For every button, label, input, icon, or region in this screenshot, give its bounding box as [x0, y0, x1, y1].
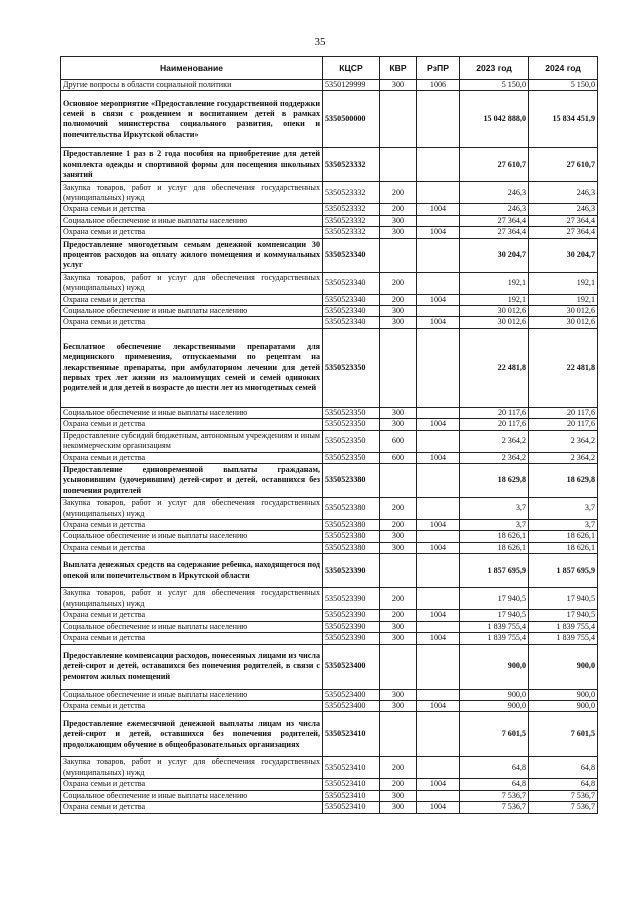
table-row: [61, 306, 598, 317]
table-header: [61, 57, 598, 80]
row-rzpr-cell: [417, 588, 460, 610]
row-2023-cell: 30 012,6: [460, 317, 529, 328]
row-kvr-cell: 200: [380, 204, 417, 215]
row-rzpr-cell: 1006: [417, 80, 460, 91]
row-name-cell: Охрана семьи и детства: [61, 520, 323, 531]
header-2024: 2024 год: [529, 57, 598, 80]
table-row: [61, 80, 598, 91]
row-kcsr-cell: 5350523340: [323, 294, 380, 305]
table-row: [61, 272, 598, 294]
row-rzpr-cell: [417, 689, 460, 700]
row-name-cell: Охрана семьи и детства: [61, 542, 323, 553]
row-kcsr-cell: 5350523332: [323, 215, 380, 226]
row-2023-cell: 2 364,2: [460, 452, 529, 463]
row-2023-cell: 192,1: [460, 272, 529, 294]
row-name-cell: Бесплатное обеспечение лекарственными препаратами для медицинского применения, отпускаемыми по рецептам на лекарственные препараты, при амбулаторном лечении для детей первых трех лет жизни из малоимущих семей и семей одиноких родителей и для детей в возрасте до шести лет из многодетных семей: [61, 328, 323, 407]
row-2023-cell: 246,3: [460, 182, 529, 204]
row-name-cell: Охрана семьи и детства: [61, 779, 323, 790]
row-rzpr-cell: [417, 91, 460, 148]
row-2024-cell: 2 364,2: [529, 452, 598, 463]
row-2024-cell: 2 364,2: [529, 430, 598, 452]
row-2024-cell: 18 626,1: [529, 531, 598, 542]
row-kcsr-cell: 5350523410: [323, 790, 380, 801]
row-kvr-cell: 300: [380, 802, 417, 813]
table-row: [61, 802, 598, 813]
row-rzpr-cell: 1004: [417, 633, 460, 644]
row-2024-cell: 246,3: [529, 204, 598, 215]
table-row: [61, 498, 598, 520]
table-row: [61, 294, 598, 305]
row-2023-cell: 27 610,7: [460, 148, 529, 182]
row-kvr-cell: 600: [380, 452, 417, 463]
table-row: [61, 148, 598, 182]
row-kvr-cell: [380, 712, 417, 757]
row-2023-cell: 18 626,1: [460, 531, 529, 542]
row-kvr-cell: [380, 554, 417, 588]
row-2024-cell: 5 150,0: [529, 80, 598, 91]
table-row: [61, 712, 598, 757]
row-2024-cell: 7 601,5: [529, 712, 598, 757]
table-row: [61, 588, 598, 610]
row-kcsr-cell: 5350523380: [323, 520, 380, 531]
row-kvr-cell: 300: [380, 700, 417, 711]
row-kcsr-cell: 5350523340: [323, 306, 380, 317]
budget-table: [60, 56, 598, 814]
row-2024-cell: 900,0: [529, 644, 598, 689]
table-row: [61, 419, 598, 430]
table-body: [61, 80, 598, 814]
row-kvr-cell: [380, 328, 417, 407]
row-name-cell: Предоставление компенсации расходов, понесенных лицами из числа детей-сирот и детей, оставшихся без попечения родителей, в связи с ремонтом жилых помещений: [61, 644, 323, 689]
row-kvr-cell: 200: [380, 757, 417, 779]
row-rzpr-cell: 1004: [417, 204, 460, 215]
table-row: [61, 182, 598, 204]
row-name-cell: Охрана семьи и детства: [61, 294, 323, 305]
row-name-cell: Социальное обеспечение и иные выплаты населению: [61, 621, 323, 632]
row-kvr-cell: 200: [380, 779, 417, 790]
row-name-cell: Охрана семьи и детства: [61, 419, 323, 430]
row-2024-cell: 30 204,7: [529, 238, 598, 272]
row-kcsr-cell: 5350523332: [323, 182, 380, 204]
row-name-cell: Выплата денежных средств на содержание ребенка, находящегося под опекой или попечительством в Иркутской области: [61, 554, 323, 588]
row-kcsr-cell: 5350523350: [323, 407, 380, 418]
table-row: [61, 700, 598, 711]
row-2023-cell: 5 150,0: [460, 80, 529, 91]
row-rzpr-cell: [417, 215, 460, 226]
row-2023-cell: 20 117,6: [460, 407, 529, 418]
row-rzpr-cell: 1004: [417, 700, 460, 711]
row-rzpr-cell: [417, 498, 460, 520]
row-kcsr-cell: 5350523380: [323, 498, 380, 520]
row-rzpr-cell: [417, 182, 460, 204]
row-rzpr-cell: 1004: [417, 294, 460, 305]
row-kcsr-cell: 5350523332: [323, 227, 380, 238]
row-2024-cell: 7 536,7: [529, 802, 598, 813]
row-name-cell: Охрана семьи и детства: [61, 227, 323, 238]
row-name-cell: Социальное обеспечение и иные выплаты населению: [61, 306, 323, 317]
row-2024-cell: 900,0: [529, 700, 598, 711]
row-2023-cell: 192,1: [460, 294, 529, 305]
row-kcsr-cell: 5350523380: [323, 542, 380, 553]
row-name-cell: Охрана семьи и детства: [61, 610, 323, 621]
row-2023-cell: 30 012,6: [460, 306, 529, 317]
row-kcsr-cell: 5350523410: [323, 757, 380, 779]
row-rzpr-cell: 1004: [417, 317, 460, 328]
row-kcsr-cell: 5350523400: [323, 689, 380, 700]
row-2024-cell: 7 536,7: [529, 790, 598, 801]
row-kcsr-cell: 5350523340: [323, 317, 380, 328]
table-row: [61, 779, 598, 790]
table-row: [61, 689, 598, 700]
header-2023: 2023 год: [460, 57, 529, 80]
row-kcsr-cell: 5350523350: [323, 419, 380, 430]
row-name-cell: Социальное обеспечение и иные выплаты населению: [61, 689, 323, 700]
row-2024-cell: 1 857 695,9: [529, 554, 598, 588]
row-2023-cell: 20 117,6: [460, 419, 529, 430]
row-kcsr-cell: 5350523390: [323, 554, 380, 588]
page-number: 35: [314, 36, 326, 48]
row-kvr-cell: [380, 238, 417, 272]
row-kcsr-cell: 5350523340: [323, 238, 380, 272]
row-2023-cell: 3,7: [460, 520, 529, 531]
row-2023-cell: 27 364,4: [460, 227, 529, 238]
row-2024-cell: 1 839 755,4: [529, 621, 598, 632]
row-2024-cell: 22 481,8: [529, 328, 598, 407]
row-name-cell: Охрана семьи и детства: [61, 700, 323, 711]
row-rzpr-cell: 1004: [417, 227, 460, 238]
row-kcsr-cell: 5350129999: [323, 80, 380, 91]
row-2024-cell: 900,0: [529, 689, 598, 700]
row-name-cell: Предоставление единовременной выплаты гражданам, усыновившим (удочерившим) детей-сирот и детей, оставшихся без попечения родителей: [61, 464, 323, 498]
row-kcsr-cell: 5350523350: [323, 452, 380, 463]
row-kcsr-cell: 5350523332: [323, 204, 380, 215]
table-row: [61, 520, 598, 531]
row-kvr-cell: 200: [380, 610, 417, 621]
row-2024-cell: 20 117,6: [529, 407, 598, 418]
row-rzpr-cell: [417, 644, 460, 689]
table-row: [61, 621, 598, 632]
row-kcsr-cell: 5350523410: [323, 712, 380, 757]
row-2023-cell: 7 601,5: [460, 712, 529, 757]
row-2024-cell: 20 117,6: [529, 419, 598, 430]
row-kvr-cell: 300: [380, 689, 417, 700]
header-rzpr: РзПР: [417, 57, 460, 80]
row-kvr-cell: 300: [380, 542, 417, 553]
row-rzpr-cell: [417, 430, 460, 452]
row-2023-cell: 64,8: [460, 779, 529, 790]
row-rzpr-cell: [417, 407, 460, 418]
row-kvr-cell: 200: [380, 272, 417, 294]
row-2023-cell: 18 629,8: [460, 464, 529, 498]
table-row: [61, 757, 598, 779]
row-name-cell: Закупка товаров, работ и услуг для обеспечения государственных (муниципальных) нужд: [61, 757, 323, 779]
row-kcsr-cell: 5350523400: [323, 700, 380, 711]
row-name-cell: Социальное обеспечение и иные выплаты населению: [61, 531, 323, 542]
row-2024-cell: 30 012,6: [529, 317, 598, 328]
row-2023-cell: 18 626,1: [460, 542, 529, 553]
table-row: [61, 215, 598, 226]
row-name-cell: Предоставление многодетным семьям денежной компенсации 30 процентов расходов на оплату жилого помещения и коммунальных услуг: [61, 238, 323, 272]
row-rzpr-cell: [417, 621, 460, 632]
table-row: [61, 542, 598, 553]
row-name-cell: Закупка товаров, работ и услуг для обеспечения государственных (муниципальных) нужд: [61, 272, 323, 294]
table-row: [61, 633, 598, 644]
row-2024-cell: 15 834 451,9: [529, 91, 598, 148]
header-name: Наименование: [61, 57, 323, 80]
row-2024-cell: 27 364,4: [529, 215, 598, 226]
row-kvr-cell: 200: [380, 588, 417, 610]
row-kcsr-cell: 5350523390: [323, 621, 380, 632]
header-kcsr: КЦСР: [323, 57, 380, 80]
row-name-cell: Предоставление субсидий бюджетным, автономным учреждениям и иным некоммерческим организациям: [61, 430, 323, 452]
row-kcsr-cell: 5350523390: [323, 633, 380, 644]
row-kcsr-cell: 5350523350: [323, 328, 380, 407]
table-row: [61, 91, 598, 148]
row-2023-cell: 22 481,8: [460, 328, 529, 407]
row-2023-cell: 900,0: [460, 644, 529, 689]
row-name-cell: Предоставление 1 раз в 2 года пособия на приобретение для детей комплекта одежды и спортивной формы для посещения школьных занятий: [61, 148, 323, 182]
row-rzpr-cell: 1004: [417, 520, 460, 531]
row-2023-cell: 30 204,7: [460, 238, 529, 272]
row-kvr-cell: [380, 644, 417, 689]
row-rzpr-cell: [417, 531, 460, 542]
row-name-cell: Закупка товаров, работ и услуг для обеспечения государственных (муниципальных) нужд: [61, 498, 323, 520]
row-2024-cell: 17 940,5: [529, 610, 598, 621]
row-2024-cell: 192,1: [529, 294, 598, 305]
header-row: [61, 57, 598, 80]
row-rzpr-cell: 1004: [417, 542, 460, 553]
row-2023-cell: 7 536,7: [460, 802, 529, 813]
row-kvr-cell: 600: [380, 430, 417, 452]
row-rzpr-cell: [417, 238, 460, 272]
row-rzpr-cell: 1004: [417, 779, 460, 790]
row-kvr-cell: [380, 464, 417, 498]
row-2024-cell: 3,7: [529, 498, 598, 520]
table-row: [61, 238, 598, 272]
row-rzpr-cell: [417, 464, 460, 498]
row-kcsr-cell: 5350523380: [323, 531, 380, 542]
row-kvr-cell: 300: [380, 306, 417, 317]
row-rzpr-cell: [417, 328, 460, 407]
row-kcsr-cell: 5350500000: [323, 91, 380, 148]
row-2023-cell: 15 042 888,0: [460, 91, 529, 148]
row-2023-cell: 1 839 755,4: [460, 621, 529, 632]
row-2023-cell: 2 364,2: [460, 430, 529, 452]
table-row: [61, 790, 598, 801]
row-2023-cell: 7 536,7: [460, 790, 529, 801]
row-rzpr-cell: 1004: [417, 452, 460, 463]
row-rzpr-cell: 1004: [417, 802, 460, 813]
row-rzpr-cell: [417, 554, 460, 588]
row-kvr-cell: 300: [380, 80, 417, 91]
row-2024-cell: 1 839 755,4: [529, 633, 598, 644]
row-name-cell: Основное мероприятие «Предоставление государственной поддержки семей в связи с рождением и воспитанием детей в рамках полномочий министерства социального развития, опеки и попечительства Иркутской области»: [61, 91, 323, 148]
row-kcsr-cell: 5350523350: [323, 430, 380, 452]
table-row: [61, 452, 598, 463]
row-kvr-cell: 200: [380, 294, 417, 305]
row-2024-cell: 27 610,7: [529, 148, 598, 182]
row-name-cell: Закупка товаров, работ и услуг для обеспечения государственных (муниципальных) нужд: [61, 182, 323, 204]
row-rzpr-cell: 1004: [417, 419, 460, 430]
row-name-cell: Охрана семьи и детства: [61, 204, 323, 215]
row-kvr-cell: 300: [380, 419, 417, 430]
row-name-cell: Охрана семьи и детства: [61, 633, 323, 644]
row-rzpr-cell: [417, 790, 460, 801]
row-kcsr-cell: 5350523390: [323, 610, 380, 621]
row-2023-cell: 1 839 755,4: [460, 633, 529, 644]
row-2023-cell: 900,0: [460, 700, 529, 711]
table-row: [61, 430, 598, 452]
row-name-cell: Охрана семьи и детства: [61, 802, 323, 813]
table-row: [61, 328, 598, 407]
row-kvr-cell: 300: [380, 633, 417, 644]
table-row: [61, 464, 598, 498]
row-rzpr-cell: 1004: [417, 610, 460, 621]
row-2023-cell: 900,0: [460, 689, 529, 700]
row-2023-cell: 27 364,4: [460, 215, 529, 226]
row-2024-cell: 18 626,1: [529, 542, 598, 553]
row-2024-cell: 3,7: [529, 520, 598, 531]
table-row: [61, 644, 598, 689]
row-rzpr-cell: [417, 712, 460, 757]
row-kcsr-cell: 5350523410: [323, 779, 380, 790]
row-name-cell: Охрана семьи и детства: [61, 317, 323, 328]
row-2024-cell: 17 940,5: [529, 588, 598, 610]
row-2024-cell: 27 364,4: [529, 227, 598, 238]
table-row: [61, 204, 598, 215]
row-name-cell: Другие вопросы в области социальной политики: [61, 80, 323, 91]
row-rzpr-cell: [417, 148, 460, 182]
row-name-cell: Предоставление ежемесячной денежной выплаты лицам из числа детей-сирот и детей, оставшихся без попечения родителей, продолжающим обучение в общеобразовательных организациях: [61, 712, 323, 757]
row-name-cell: Закупка товаров, работ и услуг для обеспечения государственных (муниципальных) нужд: [61, 588, 323, 610]
row-kcsr-cell: 5350523380: [323, 464, 380, 498]
row-name-cell: Социальное обеспечение и иные выплаты населению: [61, 215, 323, 226]
table-row: [61, 554, 598, 588]
row-kvr-cell: 300: [380, 407, 417, 418]
header-kvr: КВР: [380, 57, 417, 80]
row-kvr-cell: [380, 91, 417, 148]
table-row: [61, 531, 598, 542]
row-kcsr-cell: 5350523390: [323, 588, 380, 610]
row-kcsr-cell: 5350523400: [323, 644, 380, 689]
row-2023-cell: 246,3: [460, 204, 529, 215]
row-kvr-cell: 300: [380, 317, 417, 328]
row-kcsr-cell: 5350523332: [323, 148, 380, 182]
row-kvr-cell: 300: [380, 621, 417, 632]
row-2024-cell: 64,8: [529, 757, 598, 779]
row-rzpr-cell: [417, 306, 460, 317]
table-row: [61, 317, 598, 328]
row-2024-cell: 18 629,8: [529, 464, 598, 498]
row-2023-cell: 1 857 695,9: [460, 554, 529, 588]
row-2024-cell: 64,8: [529, 779, 598, 790]
row-kvr-cell: 300: [380, 790, 417, 801]
row-kvr-cell: [380, 148, 417, 182]
row-2023-cell: 17 940,5: [460, 588, 529, 610]
row-2024-cell: 246,3: [529, 182, 598, 204]
row-2024-cell: 30 012,6: [529, 306, 598, 317]
row-2023-cell: 17 940,5: [460, 610, 529, 621]
row-name-cell: Охрана семьи и детства: [61, 452, 323, 463]
row-kvr-cell: 300: [380, 215, 417, 226]
table-row: [61, 227, 598, 238]
row-kvr-cell: 300: [380, 227, 417, 238]
row-kcsr-cell: 5350523410: [323, 802, 380, 813]
row-kvr-cell: 200: [380, 498, 417, 520]
row-name-cell: Социальное обеспечение и иные выплаты населению: [61, 407, 323, 418]
row-kvr-cell: 300: [380, 531, 417, 542]
row-2023-cell: 3,7: [460, 498, 529, 520]
table-row: [61, 407, 598, 418]
row-name-cell: Социальное обеспечение и иные выплаты населению: [61, 790, 323, 801]
row-2023-cell: 64,8: [460, 757, 529, 779]
row-rzpr-cell: [417, 757, 460, 779]
row-kvr-cell: 200: [380, 520, 417, 531]
row-rzpr-cell: [417, 272, 460, 294]
row-kcsr-cell: 5350523340: [323, 272, 380, 294]
table-row: [61, 610, 598, 621]
row-2024-cell: 192,1: [529, 272, 598, 294]
row-kvr-cell: 200: [380, 182, 417, 204]
